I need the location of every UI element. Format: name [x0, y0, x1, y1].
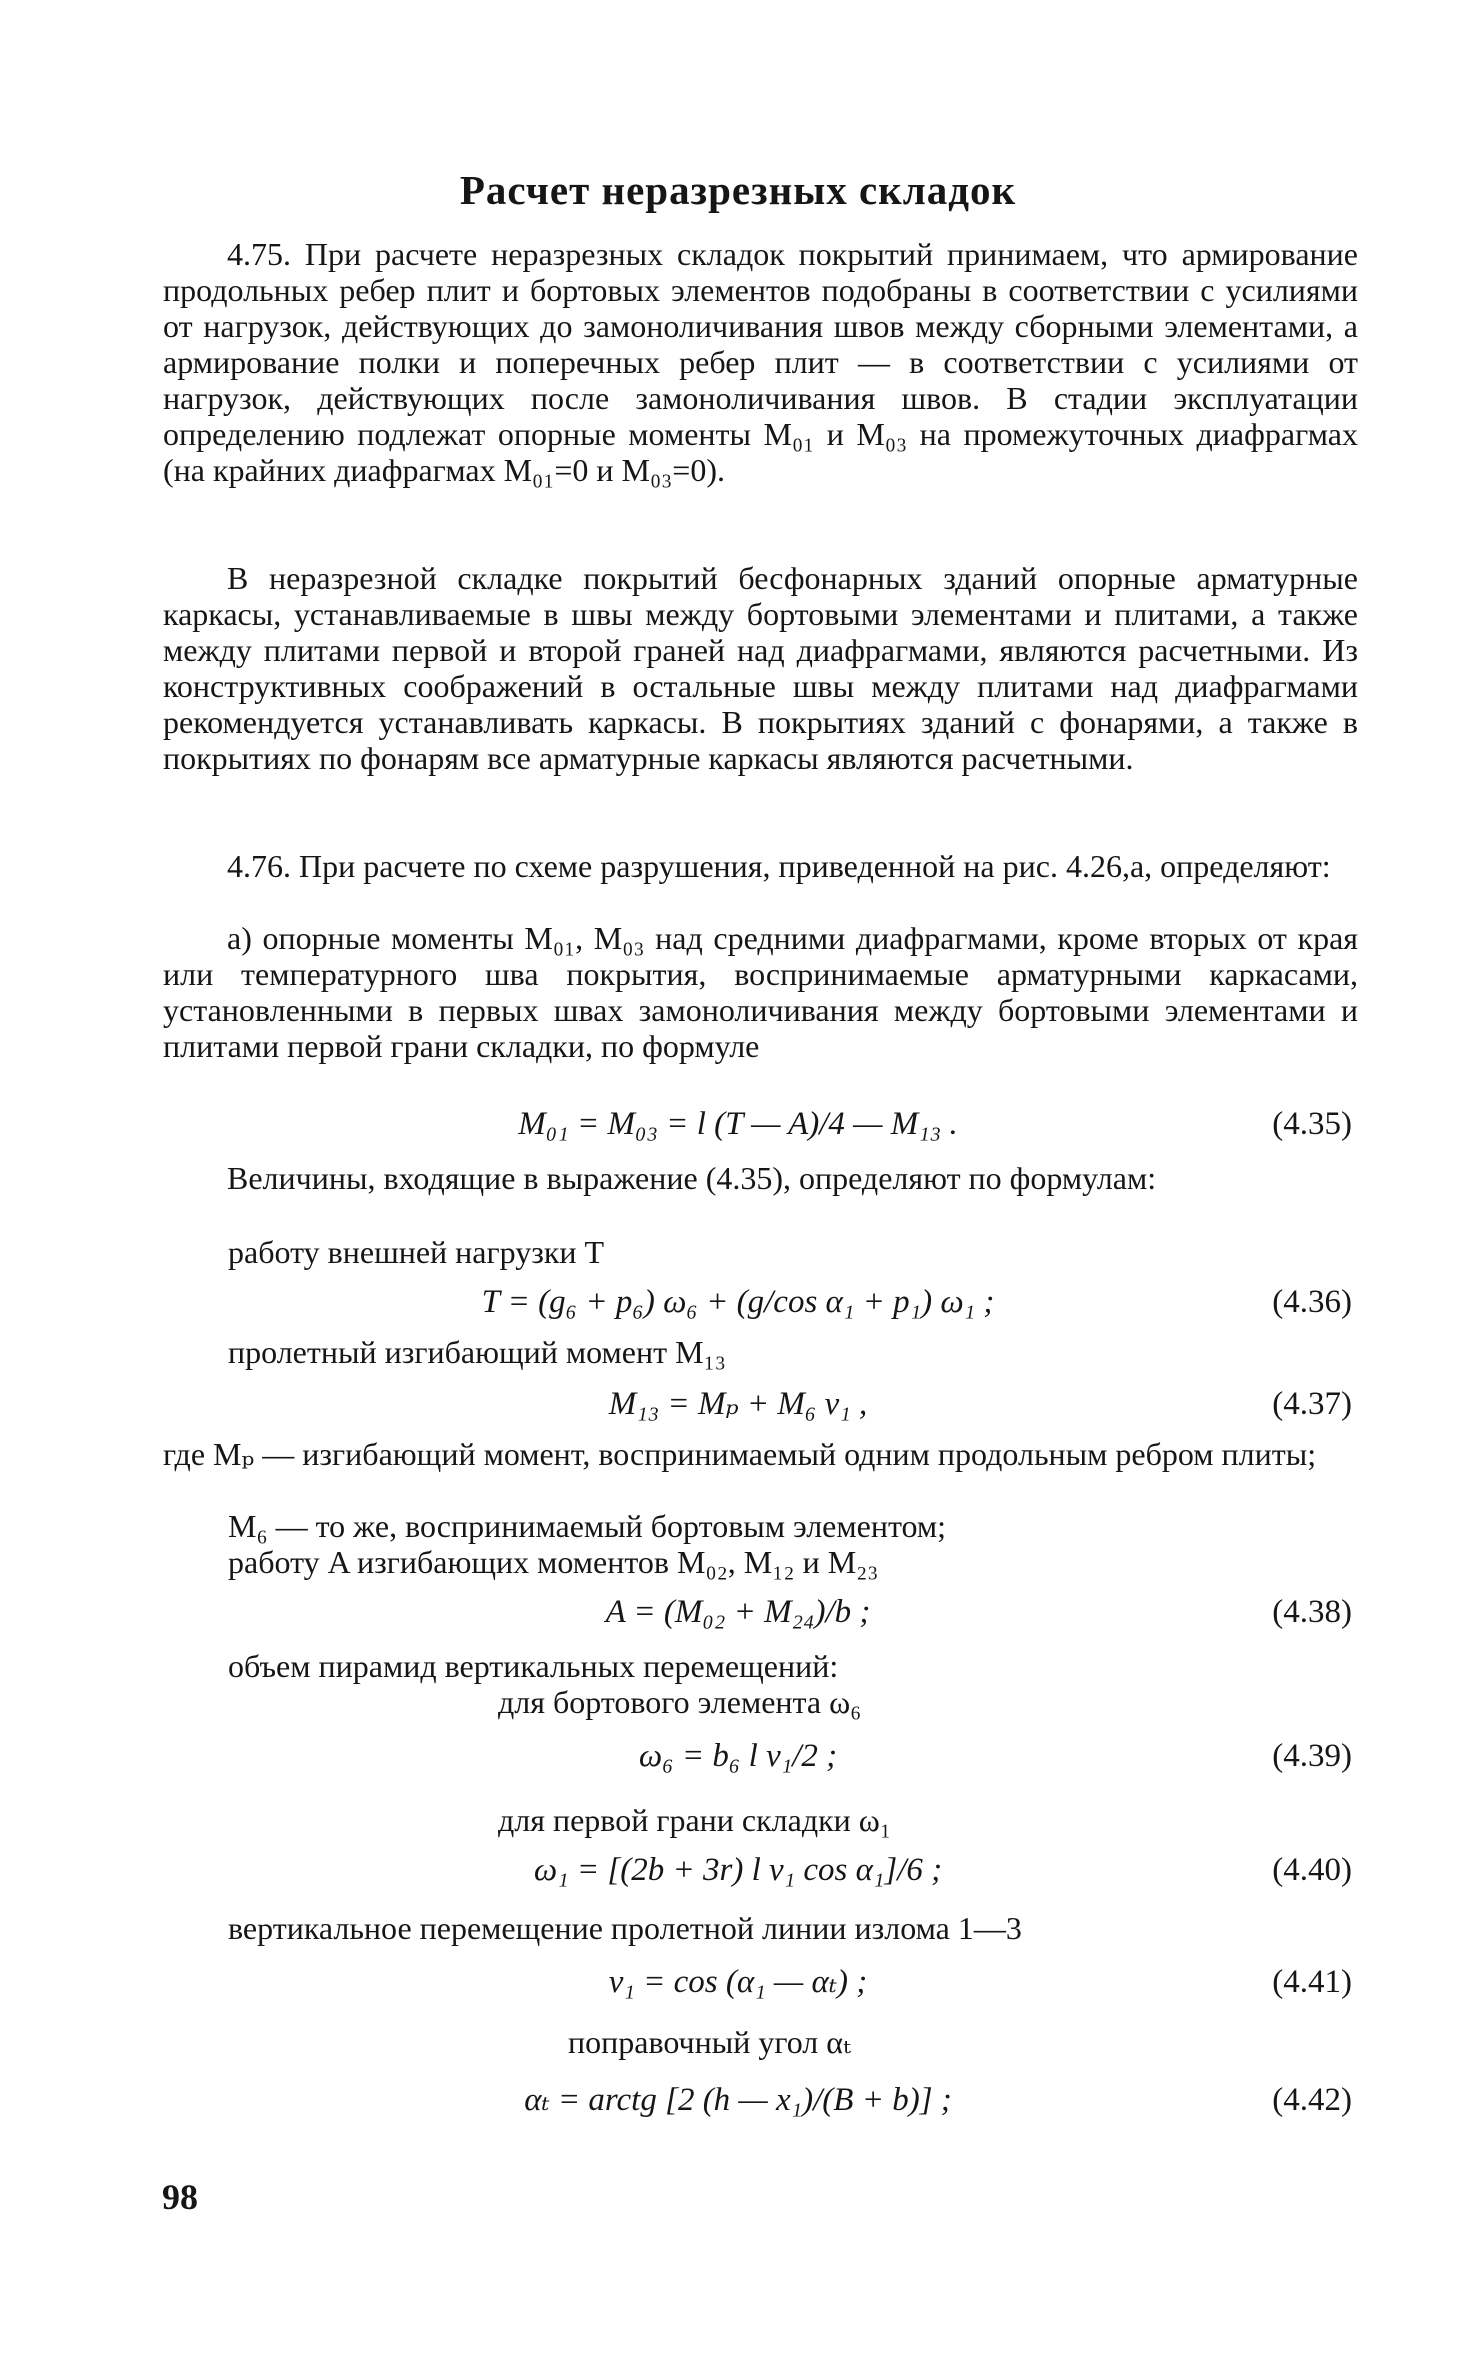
equation-expression: v₁ = cos (α₁ — αₜ) ; [608, 1964, 868, 2000]
label-first-face: для первой грани складки ω₁ [498, 1802, 891, 1838]
paragraph-values: Величины, входящие в выражение (4.35), определяют по формулам: [227, 1160, 1157, 1196]
equation-expression: ω₁ = [(2b + 3r) l v₁ cos α₁]/6 ; [533, 1852, 943, 1888]
equation-number: (4.35) [1272, 1106, 1352, 1142]
equation-4-38 [0, 1592, 1476, 1632]
equation-number: (4.38) [1272, 1594, 1352, 1630]
equation-expression: A = (M₀₂ + M₂₄)/b ; [605, 1594, 871, 1630]
equation-expression: ω₆ = b₆ l v₁/2 ; [638, 1738, 838, 1774]
definition-m6: M₆ — то же, воспринимаемый бортовым элементом; [228, 1508, 947, 1544]
page-number: 98 [162, 2177, 198, 2217]
section-title: Расчет неразрезных складок [459, 167, 1017, 213]
label-span-moment: пролетный изгибающий момент M₁₃ [228, 1334, 726, 1370]
paragraph-reinforcement-frames: В неразрезной складке покрытий бесфонарных зданий опорные арматурные каркасы, устанавливаемые в швы между бортовыми элементами и плитами, а также между плитами первой и второй граней над диафрагмами, являются расчетными. Из конструктивных соображений в остальные швы между плитами над диафрагмами рекомендуется устанавливать каркасы. В покрытиях зданий с фонарями, а также в покрытиях по фонарям все арматурные каркасы являются расчетными. [163, 560, 1358, 776]
paragraph-item-a: а) опорные моменты M₀₁, M₀₃ над средними диафрагмами, кроме вторых от края или температурного шва покрытия, воспринимаемые арматурными каркасами, установленными в первых швах замоноличивания между бортовыми элементами и плитами первой грани складки, по формуле [163, 920, 1358, 1064]
label-pyramid-volume: объем пирамид вертикальных перемещений: [228, 1648, 839, 1684]
equation-expression: M₁₃ = Mₚ + M₆ v₁ , [608, 1386, 868, 1422]
paragraph-4-75: 4.75. При расчете неразрезных складок покрытий принимаем, что армирование продольных ребер плит и бортовых элементов подобраны в соответствии с усилиями от нагрузок, действующих до замоноличивания швов между сборными элементами, а армирование полки и поперечных ребер плит — в соответствии с усилиями от нагрузок, действующих после замоноличивания швов. В стадии эксплуатации определению подлежат опорные моменты M₀₁ и M₀₃ на промежуточных диафрагмах (на крайних диафрагмах M₀₁=0 и M₀₃=0). [163, 236, 1358, 488]
equation-4-41 [0, 1962, 1476, 2002]
equation-number: (4.42) [1272, 2082, 1352, 2118]
equation-number: (4.40) [1272, 1852, 1352, 1888]
label-moment-work: работу A изгибающих моментов M₀₂, M₁₂ и M₂₃ [228, 1544, 879, 1580]
equation-expression: M₀₁ = M₀₃ = l (T — A)/4 — M₁₃ . [518, 1106, 958, 1142]
equation-4-42 [0, 2080, 1476, 2120]
equation-number: (4.41) [1272, 1964, 1352, 2000]
label-vertical-displacement: вертикальное перемещение пролетной линии излома 1—3 [228, 1910, 1022, 1946]
equation-number: (4.37) [1272, 1386, 1352, 1422]
equation-expression: T = (g₆ + p₆) ω₆ + (g/cos α₁ + p₁) ω₁ ; [481, 1284, 995, 1320]
equation-number: (4.36) [1272, 1284, 1352, 1320]
label-side-element: для бортового элемента ω₆ [498, 1684, 862, 1720]
equation-4-40 [0, 1850, 1476, 1890]
paragraph-4-76: 4.76. При расчете по схеме разрушения, приведенной на рис. 4.26,а, определяют: [227, 848, 1331, 884]
equation-number: (4.39) [1272, 1738, 1352, 1774]
label-correction-angle: поправочный угол αₜ [568, 2024, 851, 2060]
equation-4-37 [0, 1384, 1476, 1424]
equation-4-35 [0, 1104, 1476, 1144]
equation-4-39 [0, 1736, 1476, 1776]
label-external-work: работу внешней нагрузки T [228, 1234, 605, 1270]
equation-4-36 [0, 1282, 1476, 1322]
equation-expression: αₜ = arctg [2 (h — x₁)/(B + b)] ; [524, 2082, 952, 2118]
definition-mp: где Mₚ — изгибающий момент, воспринимаемый одним продольным ребром плиты; [163, 1436, 1317, 1472]
